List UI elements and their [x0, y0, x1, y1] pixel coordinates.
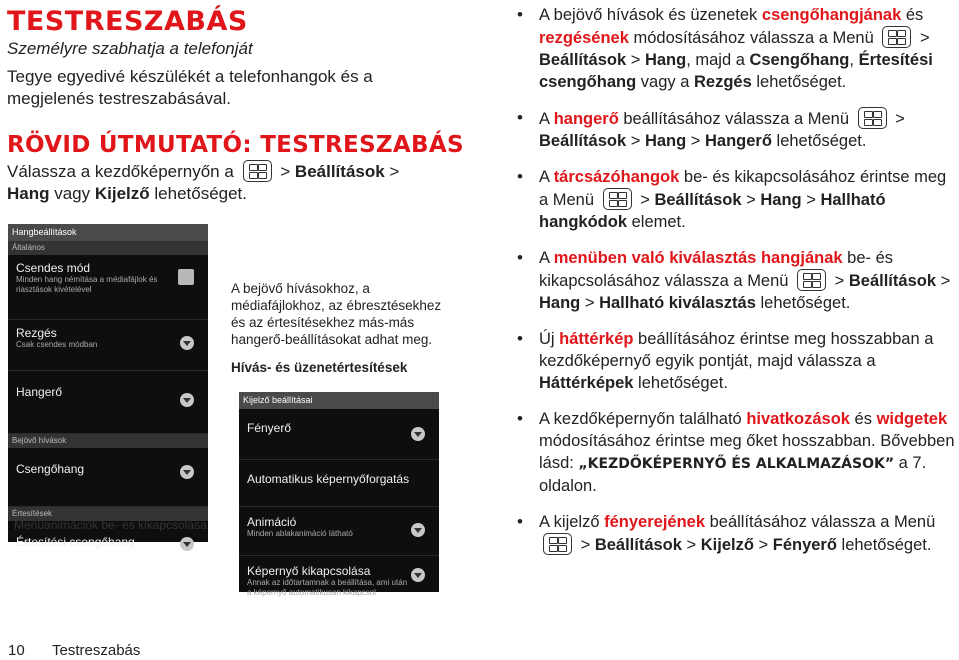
- intro-text: Tegye egyedivé készülékét a telefonhangok és a megjelenés testreszabásával.: [7, 67, 373, 108]
- menu-key-icon: [858, 107, 887, 129]
- section-general: Általános: [8, 241, 208, 255]
- guide-pre: Válassza a kezdőképernyőn a: [7, 162, 234, 181]
- silent-mode-checkbox[interactable]: [178, 269, 194, 285]
- menu-key-icon: [243, 160, 272, 182]
- page-number: 10: [8, 642, 25, 659]
- brightness-dropdown-icon[interactable]: [411, 427, 425, 441]
- volume-caption: A bejövő hívásokhoz, a médiafájlokhoz, az ébresztésekhez és az értesítésekhez más-más hangerő-beállításokat adhat meg.: [231, 281, 442, 347]
- section-notifications: Értesítések: [8, 507, 208, 521]
- guide-heading: RÖVID ÚTMUTATÓ: TESTRESZABÁS: [7, 132, 464, 158]
- vibrate-dropdown-icon[interactable]: [180, 336, 194, 350]
- tips-column: [515, 4, 955, 570]
- animation-item[interactable]: Animáció Minden ablakanimáció látható: [239, 507, 439, 556]
- tip-ringtone: • A bejövő hívások és üzenetek csengőhangjának és rezgésének módosításához válassza a Menü > Beállítások > Hang, majd a Csengőhang, Értesítési csengőhang vagy a Rezgés lehetőséget.: [515, 4, 955, 93]
- sound-settings-screen: [8, 224, 208, 549]
- ringtone-item[interactable]: Csengőhang: [8, 448, 208, 507]
- notifications-caption-heading: Hívás- és üzenetértesítések: [231, 360, 408, 375]
- menu-animation-label: Menüanimációk be- és kikapcsolása: [14, 518, 207, 532]
- autorotate-item[interactable]: Automatikus képernyőforgatás: [239, 460, 439, 507]
- sound-settings-header: Hangbeállítások: [8, 224, 208, 241]
- display-settings-screen: [239, 392, 439, 597]
- page-heading: TESTRESZABÁS: [7, 6, 248, 37]
- tip-shortcuts-widgets: • A kezdőképernyőn található hivatkozások és widgetek módosításához érintse meg őket hosszabban. Bővebben lásd: „KEZDŐKÉPERNYŐ ÉS ALKALMAZÁSOK” a 7. oldalon.: [515, 408, 955, 497]
- section-incoming-calls: Bejövő hívások: [8, 434, 208, 448]
- animation-dropdown-icon[interactable]: [411, 523, 425, 537]
- display-settings-header: Kijelző beállításai: [239, 392, 439, 409]
- timeout-dropdown-icon[interactable]: [411, 568, 425, 582]
- brightness-item[interactable]: Fényerő: [239, 409, 439, 460]
- ringtone-dropdown-icon[interactable]: [180, 465, 194, 479]
- volume-item[interactable]: Hangerő: [8, 371, 208, 434]
- notification-ringtone-item[interactable]: Értesítési csengőhang: [8, 521, 208, 575]
- guide-text: Válassza a kezdőképernyőn a > Beállítások > Hang vagy Kijelző lehetőséget.: [7, 162, 400, 203]
- screen-timeout-item[interactable]: Képernyő kikapcsolása Annak az időtartamnak a beállítása, ami után a képernyő automatikusan kikapcsol: [239, 556, 439, 606]
- silent-mode-item[interactable]: Csendes mód Minden hang némítása a médiafájlok és riasztások kivételével: [8, 255, 208, 320]
- tip-dial-tones: • A tárcsázóhangok be- és kikapcsolásához érintse meg a Menü > Beállítások > Hang > Hallható hangkódok elemet.: [515, 166, 955, 233]
- menu-key-icon: [603, 188, 632, 210]
- vibrate-item[interactable]: Rezgés Csak csendes módban: [8, 320, 208, 371]
- tip-volume: • A hangerő beállításához válassza a Menü > Beállítások > Hang > Hangerő lehetőséget.: [515, 107, 955, 152]
- menu-key-icon: [543, 533, 572, 555]
- notification-dropdown-icon[interactable]: [180, 537, 194, 551]
- tip-brightness: • A kijelző fényerejének beállításához válassza a Menü > Beállítások > Kijelző > Fényerő lehetőséget.: [515, 511, 955, 556]
- menu-key-icon: [882, 26, 911, 48]
- footer-title: Testreszabás: [52, 642, 141, 659]
- menu-key-icon: [797, 269, 826, 291]
- tip-selection-sound: • A menüben való kiválasztás hangjának be- és kikapcsolásához válassza a Menü > Beállítások > Hang > Hallható kiválasztás lehetőséget.: [515, 247, 955, 314]
- page-subtitle: Személyre szabhatja a telefonját: [7, 39, 253, 58]
- volume-dropdown-icon[interactable]: [180, 393, 194, 407]
- tip-wallpaper: • Új háttérkép beállításához érintse meg hosszabban a kezdőképernyő egyik pontját, majd válassza a Háttérképek lehetőséget.: [515, 328, 955, 394]
